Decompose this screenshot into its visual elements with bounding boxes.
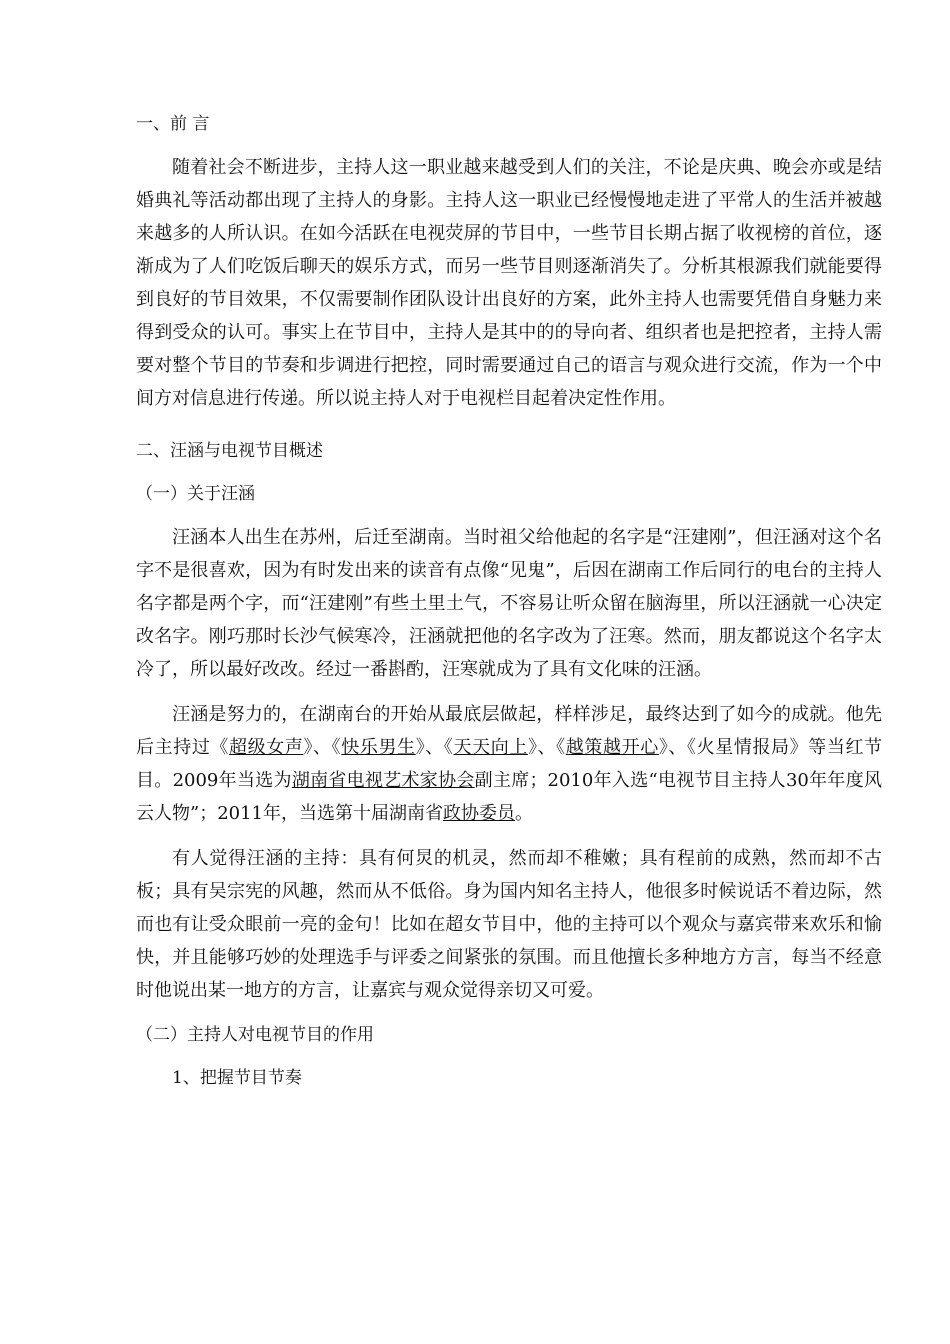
link-cppcc-member[interactable]: 政协委员 <box>443 803 516 824</box>
link-day-day-up[interactable]: 天天向上 <box>453 737 528 758</box>
paragraph-preface: 随着社会不断进步，主持人这一职业越来越受到人们的关注，不论是庆典、晚会亦或是结婚典礼等活动都出现了主持人的身影。主持人这一职业已经慢慢地走进了平常人的生活并被越来越多的人所认识。在如今活跃在电视荧屏的节目中，一些节目长期占据了收视榜的首位，逐渐成为了人们吃饭后聊天的娱乐方式，而另一些节目则逐渐消失了。分析其根源我们就能要得到良好的节目效果，不仅需要制作团队设计出良好的方案，此外主持人也需要凭借自身魅力来得到受众的认可。事实上在节目中，主持人是其中的的导向者、组织者也是把控者，主持人需要对整个节目的节奏和步调进行把控，同时需要通过自己的语言与观众进行交流，作为一个中间方对信息进行传递。所以说主持人对于电视栏目起着决定性作用。 <box>136 157 882 409</box>
subsection-heading-role: （二）主持人对电视节目的作用 <box>136 1025 374 1045</box>
link-yue-ce[interactable]: 越策越开心 <box>565 737 659 758</box>
text-run: 》、《 <box>415 737 454 758</box>
paragraph-hosting-style: 有人觉得汪涵的主持：具有何炅的机灵，然而却不稚嫩；具有程前的成熟，然而却不古板；具有吴宗宪的风趣，然而从不低俗。身为国内知名主持人，他很多时候说话不着边际，然而也有让受众眼前一亮的金句！比如在超女节目中，他的主持可以个观众与嘉宾带来欢乐和愉快，并且能够巧妙的处理选手与评委之间紧张的氛围。而且他擅长多种地方方言，每当不经意时他说出某一地方的方言，让嘉宾与观众觉得亲切又可爱。 <box>136 848 882 1001</box>
link-super-girl[interactable]: 超级女声 <box>229 737 304 758</box>
section-heading-preface: 一、前 言 <box>136 114 210 134</box>
text-run: 》、《火星情报局》等当红节目。2009年当选为 <box>136 737 883 791</box>
sub-subsection-heading-rhythm: 1、把握节目节奏 <box>172 1068 302 1088</box>
section-heading-overview: 二、汪涵与电视节目概述 <box>136 441 323 461</box>
text-run: 副主席；2010年入选“电视节目主持人30年年度风云人物”；2011年，当选第十届湖南省 <box>136 770 883 824</box>
subsection-heading-about: （一）关于汪涵 <box>136 484 255 504</box>
text-run: 。 <box>515 803 534 824</box>
text-run: 汪涵是努力的，在湖南台的开始从最底层做起，样样涉足，最终达到了如今的成就。他先后主持过《 <box>136 704 882 758</box>
link-tv-artists-association[interactable]: 湖南省电视艺术家协会 <box>291 770 475 791</box>
text-run: 》、《 <box>303 737 342 758</box>
text-run: 》、《 <box>527 737 566 758</box>
link-happy-boys[interactable]: 快乐男生 <box>341 737 416 758</box>
paragraph-career <box>136 698 882 830</box>
paragraph-name-origin: 汪涵本人出生在苏州，后迁至湖南。当时祖父给他起的名字是“汪建刚”，但汪涵对这个名字不是很喜欢，因为有时发出来的读音有点像“见鬼”，后因在湖南工作后同行的电台的主持人名字都是两个字，而“汪建刚”有些土里土气，不容易让听众留在脑海里，所以汪涵就一心决定改名字。刚巧那时长沙气候寒冷，汪涵就把他的名字改为了汪寒。然而，朋友都说这个名字太冷了，所以最好改改。经过一番斟酌，汪寒就成为了具有文化味的汪涵。 <box>136 527 882 680</box>
